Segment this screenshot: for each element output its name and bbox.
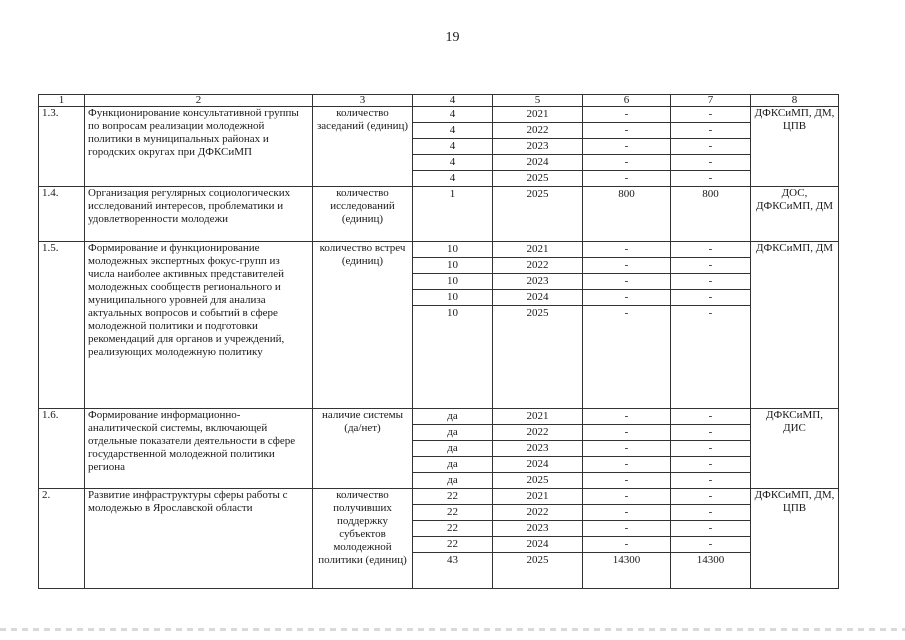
- value-cell: -: [583, 242, 670, 258]
- value-cell: -: [583, 505, 670, 521]
- value-cell: 2021: [493, 489, 582, 505]
- value-cell: -: [583, 123, 670, 139]
- value-column-7: [671, 489, 751, 589]
- value-column-5: [493, 107, 583, 187]
- value-cell: 2025: [526, 188, 549, 200]
- header-cell: 4: [413, 95, 493, 107]
- value-cell: -: [671, 537, 750, 553]
- header-cell: 2: [85, 95, 313, 107]
- value-cell: 2025: [526, 172, 549, 184]
- value-column-5: [493, 187, 583, 242]
- value-cell: 2025: [526, 554, 549, 566]
- indicator: количество получивших поддержку субъектов молодежной политики (единиц): [313, 489, 413, 589]
- value-column-5: [493, 242, 583, 409]
- value-cell: 4: [413, 107, 492, 123]
- value-cell: да: [413, 457, 492, 473]
- table-row: [39, 107, 839, 187]
- header-row: [39, 95, 839, 107]
- value-cell: 4: [413, 139, 492, 155]
- value-column-6: [583, 409, 671, 489]
- value-cell: 10: [447, 307, 458, 319]
- value-cell: 4: [413, 123, 492, 139]
- value-cell: 10: [413, 290, 492, 306]
- value-cell: -: [583, 521, 670, 537]
- executor: ДФКСиМП, ДМ, ЦПВ: [751, 489, 839, 589]
- value-cell: -: [583, 457, 670, 473]
- executor: ДФКСиМП, ДМ, ЦПВ: [751, 107, 839, 187]
- value-cell: -: [583, 258, 670, 274]
- table-row: [39, 187, 839, 242]
- value-cell: -: [671, 505, 750, 521]
- value-cell: 2024: [493, 537, 582, 553]
- value-cell: 2021: [493, 242, 582, 258]
- value-cell: 2023: [493, 274, 582, 290]
- value-cell: да: [413, 425, 492, 441]
- value-cell: -: [671, 489, 750, 505]
- header-cell: 1: [39, 95, 85, 107]
- value-cell: -: [583, 139, 670, 155]
- item-number: 1.4.: [39, 187, 85, 242]
- value-cell: 2023: [493, 521, 582, 537]
- item-number: 2.: [39, 489, 85, 589]
- executor: ДФКСиМП, ДМ: [751, 242, 839, 409]
- value-cell: 2022: [493, 425, 582, 441]
- value-cell: 2021: [493, 107, 582, 123]
- value-cell: 2022: [493, 505, 582, 521]
- value-cell: 2024: [493, 290, 582, 306]
- value-cell: -: [708, 474, 713, 486]
- value-cell: -: [671, 290, 750, 306]
- table-row: [39, 489, 839, 589]
- table-body: [39, 95, 839, 589]
- value-column-7: [671, 409, 751, 489]
- page-number: 19: [445, 30, 460, 45]
- value-cell: 10: [413, 242, 492, 258]
- value-column-6: [583, 242, 671, 409]
- value-cell: -: [708, 172, 713, 184]
- value-cell: -: [583, 107, 670, 123]
- value-column-4: [413, 187, 493, 242]
- value-cell: -: [671, 107, 750, 123]
- value-cell: -: [671, 242, 750, 258]
- value-cell: 22: [413, 505, 492, 521]
- value-cell: -: [583, 489, 670, 505]
- value-cell: -: [583, 155, 670, 171]
- value-cell: 2023: [493, 139, 582, 155]
- value-cell: -: [671, 274, 750, 290]
- item-name: Функционирование консультативной группы по вопросам реализации молодежной политики в муниципальных районах и городских округах при ДФКСиМП: [85, 107, 313, 187]
- value-cell: 800: [618, 188, 635, 200]
- table-row: [39, 409, 839, 489]
- value-cell: 14300: [696, 554, 725, 566]
- value-cell: -: [671, 139, 750, 155]
- value-cell: 43: [447, 554, 458, 566]
- item-name: Развитие инфраструктуры сферы работы с молодежью в Ярославской области: [85, 489, 313, 589]
- item-name: Формирование информационно-аналитической системы, включающей отдельные показатели деятельности в сфере государственной молодежной политики региона: [85, 409, 313, 489]
- value-cell: 2024: [493, 155, 582, 171]
- value-cell: 22: [413, 537, 492, 553]
- value-cell: 1: [449, 188, 456, 200]
- value-cell: -: [671, 409, 750, 425]
- value-cell: -: [671, 425, 750, 441]
- value-column-4: [413, 107, 493, 187]
- value-cell: 4: [413, 155, 492, 171]
- item-name: Организация регулярных социологических исследований интересов, проблематики и удовлетворенности молодежи: [85, 187, 313, 242]
- value-cell: 10: [413, 258, 492, 274]
- value-cell: -: [671, 123, 750, 139]
- scan-artifact: [0, 628, 905, 631]
- value-column-4: [413, 242, 493, 409]
- value-cell: -: [583, 274, 670, 290]
- value-cell: -: [583, 409, 670, 425]
- indicator: количество встреч (единиц): [313, 242, 413, 409]
- value-column-6: [583, 107, 671, 187]
- header-cell: 5: [493, 95, 583, 107]
- executor: ДФКСиМП, ДИС: [751, 409, 839, 489]
- value-cell: да: [413, 441, 492, 457]
- value-cell: -: [671, 441, 750, 457]
- value-cell: 2022: [493, 123, 582, 139]
- value-cell: да: [447, 474, 458, 486]
- item-number: 1.3.: [39, 107, 85, 187]
- value-column-7: [671, 107, 751, 187]
- table-row: [39, 242, 839, 409]
- value-cell: 800: [702, 188, 719, 200]
- value-cell: 2023: [493, 441, 582, 457]
- value-cell: -: [671, 457, 750, 473]
- header-cell: 7: [671, 95, 751, 107]
- value-cell: 2025: [526, 474, 549, 486]
- value-cell: -: [708, 307, 713, 319]
- value-cell: -: [624, 474, 629, 486]
- header-cell: 3: [313, 95, 413, 107]
- value-cell: 10: [413, 274, 492, 290]
- value-column-6: [583, 187, 671, 242]
- indicator: количество заседаний (единиц): [313, 107, 413, 187]
- value-cell: 2024: [493, 457, 582, 473]
- value-cell: 4: [449, 172, 456, 184]
- value-column-7: [671, 242, 751, 409]
- indicator: количество исследований (единиц): [313, 187, 413, 242]
- value-cell: -: [671, 521, 750, 537]
- value-cell: -: [624, 172, 629, 184]
- value-cell: да: [413, 409, 492, 425]
- program-table: [38, 94, 839, 589]
- header-cell: 6: [583, 95, 671, 107]
- value-cell: -: [583, 441, 670, 457]
- value-cell: 14300: [612, 554, 641, 566]
- value-column-7: [671, 187, 751, 242]
- value-column-5: [493, 489, 583, 589]
- value-column-4: [413, 409, 493, 489]
- item-number: 1.5.: [39, 242, 85, 409]
- value-cell: -: [583, 290, 670, 306]
- value-cell: -: [583, 425, 670, 441]
- value-cell: -: [583, 537, 670, 553]
- value-column-5: [493, 409, 583, 489]
- value-cell: 22: [413, 489, 492, 505]
- value-cell: 22: [413, 521, 492, 537]
- value-cell: 2022: [493, 258, 582, 274]
- value-cell: -: [624, 307, 629, 319]
- item-number: 1.6.: [39, 409, 85, 489]
- value-column-6: [583, 489, 671, 589]
- value-column-4: [413, 489, 493, 589]
- item-name: Формирование и функционирование молодежных экспертных фокус-групп из числа наиболее активных представителей молодежных сообществ регионального и муниципального уровней для анализа актуальных вопросов и событий в сфере молодежной политики и подготовки рекомендаций для органов и учреждений, реализующих молодежную политику: [85, 242, 313, 409]
- value-cell: 2021: [493, 409, 582, 425]
- indicator: наличие системы (да/нет): [313, 409, 413, 489]
- header-cell: 8: [751, 95, 839, 107]
- value-cell: -: [671, 258, 750, 274]
- value-cell: 2025: [526, 307, 549, 319]
- executor: ДОС, ДФКСиМП, ДМ: [751, 187, 839, 242]
- value-cell: -: [671, 155, 750, 171]
